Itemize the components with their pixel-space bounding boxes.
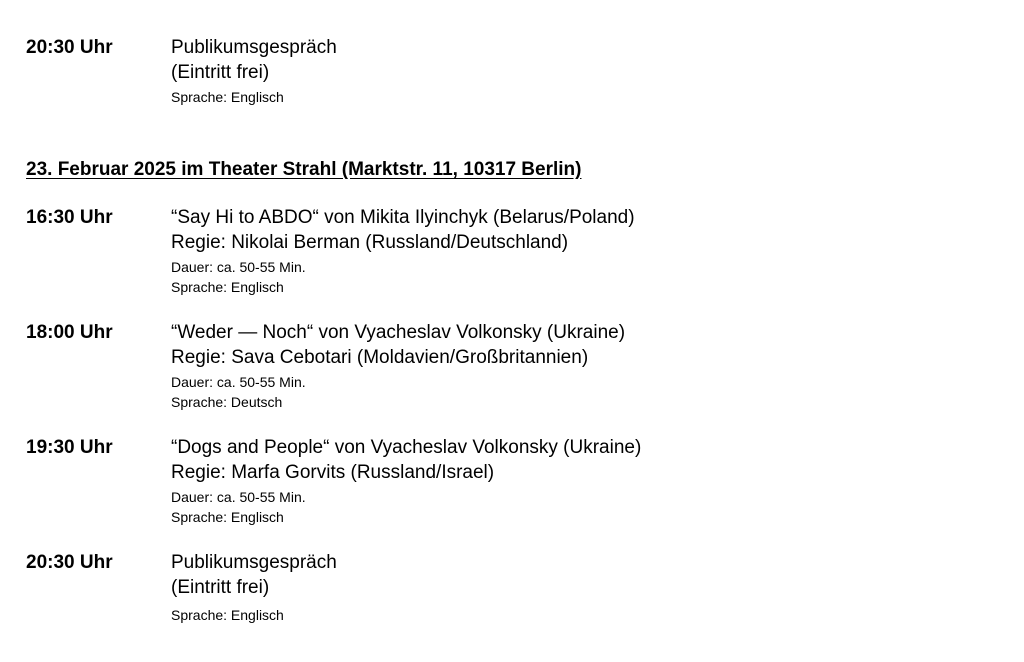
event-language: Sprache: Englisch (171, 279, 284, 295)
event-details (171, 36, 337, 107)
event-title: Publikumsgespräch (171, 552, 337, 573)
event-subtitle: (Eintritt frei) (171, 61, 270, 83)
event-details (171, 436, 641, 527)
event-time: 19:30 Uhr (26, 437, 113, 458)
event-title: “Weder — Noch“ von Vyacheslav Volkonsky (Ukraine) (171, 322, 626, 343)
event-title: Publikumsgespräch (171, 37, 337, 58)
event-subtitle: (Eintritt frei) (171, 576, 270, 598)
event-language: Sprache: Deutsch (171, 394, 283, 410)
event-time: 20:30 Uhr (26, 37, 113, 58)
event-director: Regie: Sava Cebotari (Moldavien/Großbritannien) (171, 346, 589, 368)
event-details (171, 206, 635, 297)
event-duration: Dauer: ca. 50-55 Min. (171, 259, 306, 275)
event-duration: Dauer: ca. 50-55 Min. (171, 489, 306, 505)
event-language: Sprache: Englisch (171, 607, 284, 623)
event-language: Sprache: Englisch (171, 509, 284, 525)
event-title: “Say Hi to ABDO“ von Mikita Ilyinchyk (Belarus/Poland) (171, 207, 635, 228)
event-time: 18:00 Uhr (26, 322, 113, 343)
date-heading: 23. Februar 2025 im Theater Strahl (Marktstr. 11, 10317 Berlin) (26, 159, 582, 180)
event-time: 16:30 Uhr (26, 207, 113, 228)
event-details (171, 551, 337, 625)
event-language: Sprache: Englisch (171, 89, 284, 105)
event-duration: Dauer: ca. 50-55 Min. (171, 374, 306, 390)
event-time: 20:30 Uhr (26, 552, 113, 573)
event-details (171, 321, 625, 412)
event-director: Regie: Nikolai Berman (Russland/Deutschland) (171, 231, 569, 253)
event-director: Regie: Marfa Gorvits (Russland/Israel) (171, 461, 495, 483)
event-title: “Dogs and People“ von Vyacheslav Volkonsky (Ukraine) (171, 437, 642, 458)
